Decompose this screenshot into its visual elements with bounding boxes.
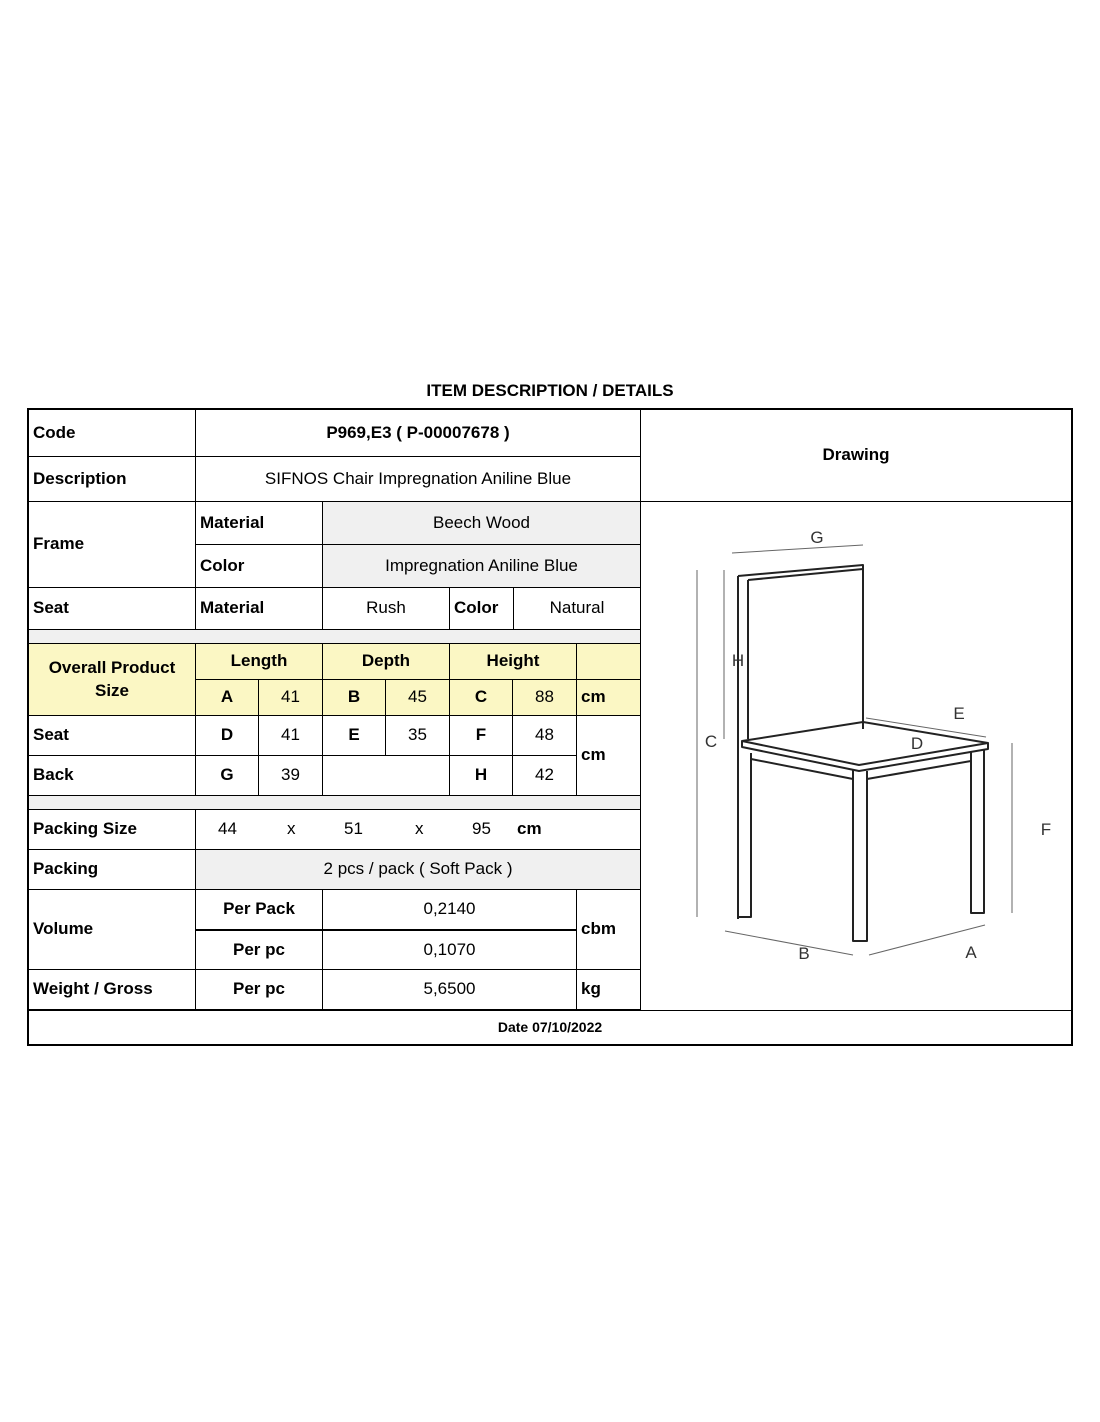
chair-drawing (641, 503, 1071, 1010)
dim-e-value: 35 (386, 716, 450, 756)
dim-d-value: 41 (259, 716, 323, 756)
volume-per-pack-value: 0,2140 (323, 890, 577, 929)
dim-b-value: 45 (386, 680, 450, 716)
dim-e-label: E (323, 716, 386, 756)
packing-width: 51 (344, 819, 363, 839)
packing-size-label: Packing Size (29, 810, 196, 850)
seat-color-label: Color (450, 588, 514, 630)
front-rail (867, 761, 971, 779)
spec-sheet (27, 408, 1073, 1046)
code-label: Code (29, 410, 196, 457)
seat-dims-label: Seat (29, 716, 196, 756)
spacer-band-2 (29, 796, 641, 810)
leg-front-left (853, 769, 867, 941)
spacer-band (29, 630, 641, 644)
seat-material-label: Material (196, 588, 323, 630)
dim-f-label: F (450, 716, 513, 756)
dim-a-value: 41 (259, 680, 323, 716)
diagram-label-f: F (1040, 820, 1052, 839)
dim-g-label: G (196, 756, 259, 796)
diagram-label-h: H (731, 651, 745, 670)
side-rail (751, 759, 853, 779)
volume-per-pc-label: Per pc (196, 931, 323, 970)
drawing-header: Drawing (641, 410, 1071, 502)
dim-d-label: D (196, 716, 259, 756)
back-empty-cell (323, 756, 450, 796)
code-value: P969,E3 ( P-00007678 ) (196, 410, 641, 457)
seat-back-unit: cm (577, 716, 641, 796)
diagram-label-b: B (798, 944, 810, 963)
packing-size-row (196, 810, 641, 850)
packing-length: 44 (218, 819, 237, 839)
diagram-label-d: D (910, 734, 924, 753)
volume-unit: cbm (577, 890, 641, 970)
dim-line-b (725, 931, 853, 955)
description-value: SIFNOS Chair Impregnation Aniline Blue (196, 457, 641, 502)
frame-material-value: Beech Wood (323, 502, 641, 545)
packing-times-2: x (415, 819, 424, 839)
backrest-frame (738, 565, 863, 729)
dim-g-value: 39 (259, 756, 323, 796)
leg-front-right (971, 749, 984, 913)
weight-per-pc-label: Per pc (196, 970, 323, 1010)
length-header: Length (196, 644, 323, 680)
packing-times-1: x (287, 819, 296, 839)
dim-h-value: 42 (513, 756, 577, 796)
packing-size-unit: cm (517, 819, 542, 839)
unit-header-blank (577, 644, 641, 680)
size-unit: cm (577, 680, 641, 716)
seat-spec-label: Seat (29, 588, 196, 630)
height-header: Height (450, 644, 577, 680)
diagram-label-a: A (965, 943, 977, 962)
leg-back-left (738, 747, 751, 917)
dim-c-label: C (450, 680, 513, 716)
frame-label: Frame (29, 502, 196, 588)
depth-header: Depth (323, 644, 450, 680)
back-dims-label: Back (29, 756, 196, 796)
date-footer: Date 07/10/2022 (497, 1019, 603, 1036)
dim-b-label: B (323, 680, 386, 716)
weight-per-pc-value: 5,6500 (323, 970, 577, 1010)
frame-color-label: Color (196, 545, 323, 588)
dim-line-g (732, 545, 863, 553)
weight-label: Weight / Gross (29, 970, 196, 1010)
packing-height: 95 (472, 819, 491, 839)
seat-material-value: Rush (323, 588, 450, 630)
packing-label: Packing (29, 850, 196, 890)
seat-edge (742, 741, 988, 771)
packing-value: 2 pcs / pack ( Soft Pack ) (196, 850, 641, 890)
diagram-label-c: C (704, 732, 718, 751)
dim-f-value: 48 (513, 716, 577, 756)
dim-h-label: H (450, 756, 513, 796)
dim-c-value: 88 (513, 680, 577, 716)
weight-unit: kg (577, 970, 641, 1010)
seat-color-value: Natural (514, 588, 641, 630)
dim-line-e (866, 718, 986, 737)
seat-top (742, 722, 988, 765)
dim-a-label: A (196, 680, 259, 716)
description-label: Description (29, 457, 196, 502)
volume-label: Volume (29, 890, 196, 970)
sheet-title: ITEM DESCRIPTION / DETAILS (426, 381, 674, 400)
diagram-label-g: G (810, 528, 824, 547)
diagram-label-e: E (953, 704, 965, 723)
overall-size-label: Overall Product Size (29, 644, 196, 716)
frame-color-value: Impregnation Aniline Blue (323, 545, 641, 588)
volume-per-pc-value: 0,1070 (323, 931, 577, 970)
volume-per-pack-label: Per Pack (196, 890, 323, 929)
frame-material-label: Material (196, 502, 323, 545)
